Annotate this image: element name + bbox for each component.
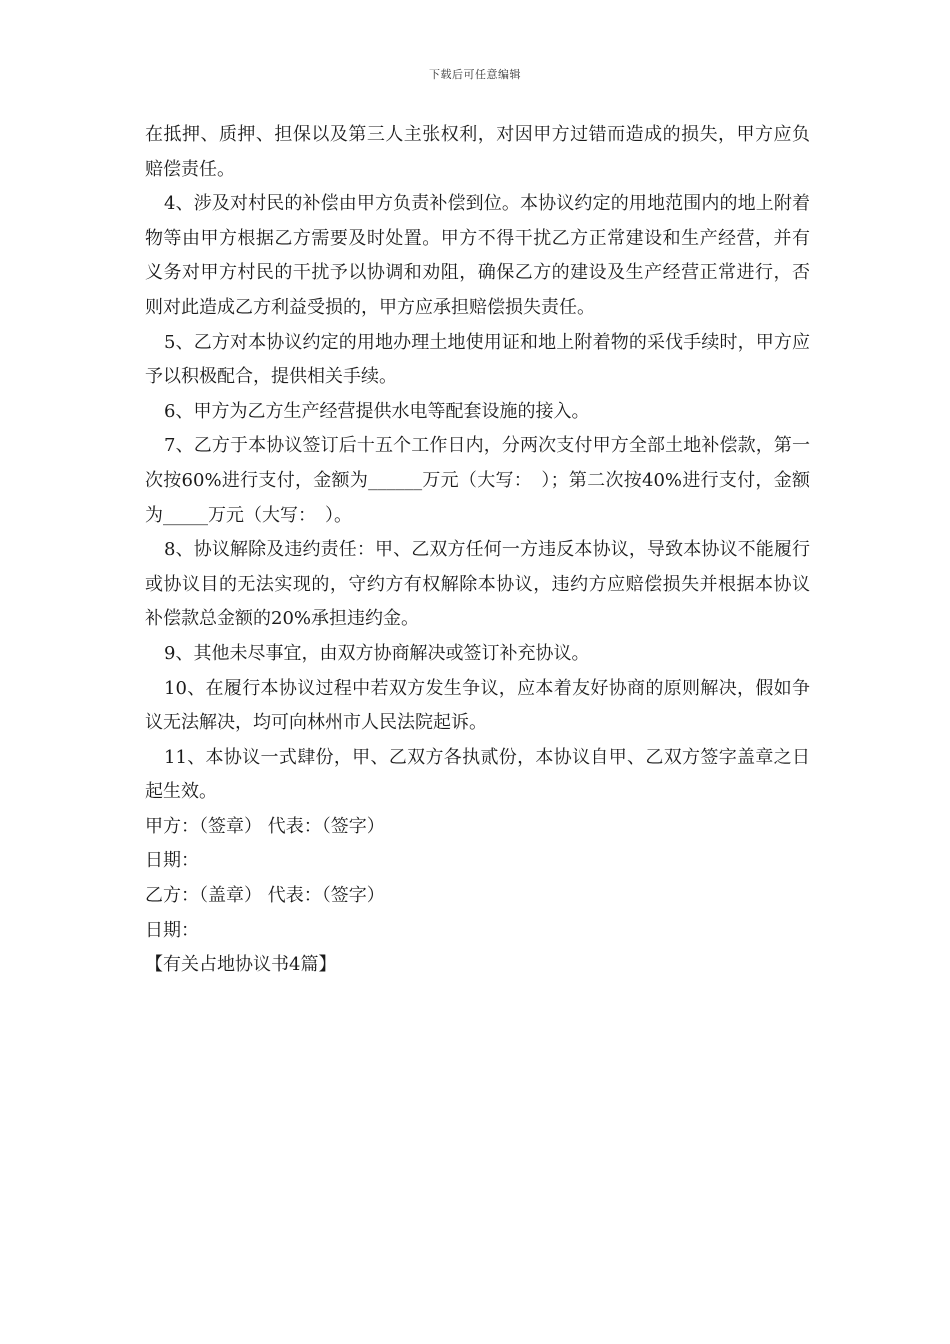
paragraph-clause-9: 9、其他未尽事宜，由双方协商解决或签订补充协议。: [164, 642, 590, 664]
paragraph-continuation: 在抵押、质押、担保以及第三人主张权利，对因甲方过错而造成的损失，甲方应负赔偿责任。: [145, 124, 810, 180]
signature-party-b: 乙方：（盖章） 代表：（签字）: [145, 885, 385, 907]
paragraph-clause-11: 11、本协议一式肆份，甲、乙双方各执贰份，本协议自甲、乙双方签字盖章之日起生效。: [145, 746, 810, 803]
signature-date-b: 日期：: [145, 919, 199, 941]
page-header: 下载后可任意编辑: [429, 68, 521, 81]
paragraph-clause-7: 7、乙方于本协议签订后十五个工作日内，分两次支付甲方全部土地补偿款，第一次按60%进行支付，金额为______万元（大写： ）；第二次按40%进行支付，金额为_____万元（大写： ）。: [145, 435, 810, 526]
paragraph-clause-4: 4、涉及对村民的补偿由甲方负责补偿到位。本协议约定的用地范围内的地上附着物等由甲方根据乙方需要及时处置。甲方不得干扰乙方正常建设和生产经营，并有义务对甲方村民的干扰予以协调和劝阻，确保乙方的建设及生产经营正常进行，否则对此造成乙方利益受损的，甲方应承担赔偿损失责任。: [145, 193, 810, 318]
paragraph-clause-6: 6、甲方为乙方生产经营提供水电等配套设施的接入。: [164, 400, 590, 422]
paragraph-clause-10: 10、在履行本协议过程中若双方发生争议，应本着友好协商的原则解决，假如争议无法解决，均可向林州市人民法院起诉。: [145, 677, 810, 734]
document-body: [145, 118, 810, 983]
signature-party-a: 甲方：（签章） 代表：（签字）: [145, 815, 385, 837]
paragraph-clause-5: 5、乙方对本协议约定的用地办理土地使用证和地上附着物的采伐手续时，甲方应予以积极配合，提供相关手续。: [145, 331, 810, 388]
footer-title: 【有关占地协议书4篇】: [145, 954, 337, 976]
signature-date-a: 日期：: [145, 850, 199, 872]
paragraph-clause-8: 8、协议解除及违约责任：甲、乙双方任何一方违反本协议，导致本协议不能履行或协议目的无法实现的，守约方有权解除本协议，违约方应赔偿损失并根据本协议补偿款总金额的20%承担违约金。: [145, 539, 810, 630]
